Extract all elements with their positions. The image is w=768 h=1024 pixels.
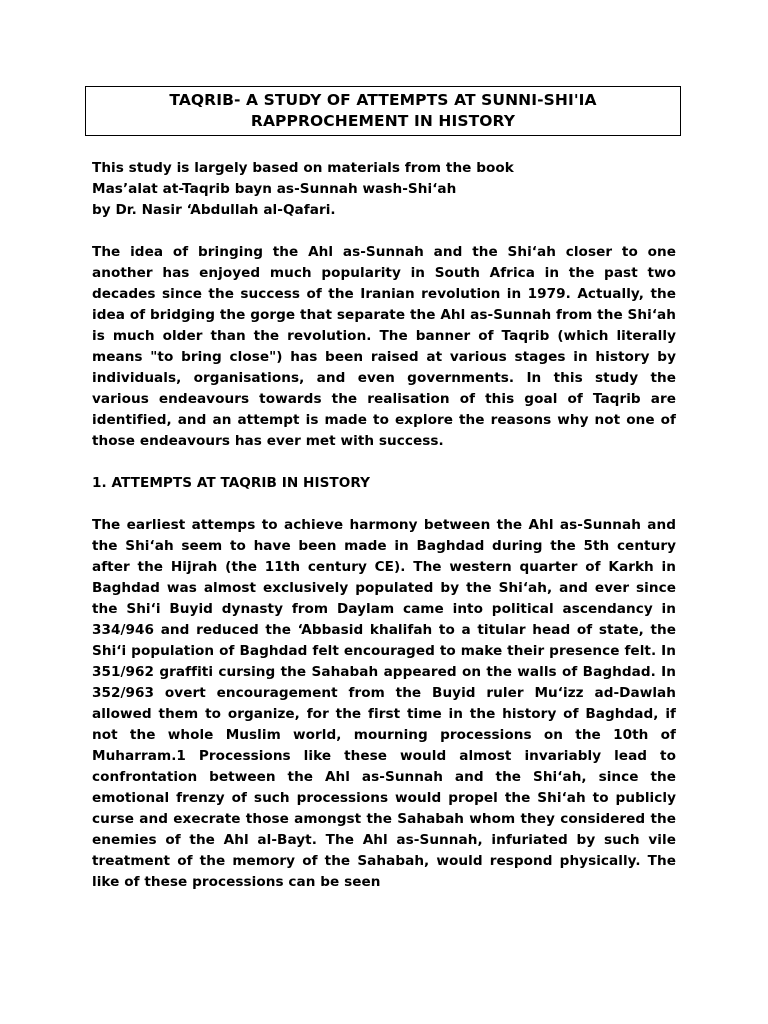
paragraph-gap — [92, 494, 676, 515]
title-line-1: TAQRIB- A STUDY OF ATTEMPTS AT SUNNI-SHI'IA — [169, 91, 597, 109]
paragraph-gap — [92, 452, 676, 473]
title-box — [85, 86, 681, 136]
intro-line-2: Mas’alat at-Taqrib bayn as-Sunnah wash-Shi‘ah — [92, 181, 457, 197]
paragraph-introduction: The idea of bringing the Ahl as-Sunnah and the Shi‘ah closer to one another has enjoyed much popularity in South Africa in the past two decades since the success of the Iranian revolution in 1979. Actually, the idea of bridging the gorge that separate the Ahl as-Sunnah from the Shi‘ah is much older than the revolution. The banner of Taqrib (which literally means "to bring close") has been raised at various stages in history by individuals, organisations, and even governments. In this study the various endeavours towards the realisation of this goal of Taqrib are identified, and an attempt is made to explore the reasons why not one of those endeavours has ever met with success. — [92, 244, 676, 449]
section-heading: 1. ATTEMPTS AT TAQRIB IN HISTORY — [92, 475, 371, 491]
intro-line-1: This study is largely based on materials from the book — [92, 160, 514, 176]
document-body — [92, 158, 676, 893]
title-line-2: RAPPROCHEMENT IN HISTORY — [250, 112, 516, 130]
paragraph-gap — [92, 221, 676, 242]
intro-line-3: by Dr. Nasir ‘Abdullah al-Qafari. — [92, 202, 336, 218]
paragraph-history: The earliest attemps to achieve harmony between the Ahl as-Sunnah and the Shi‘ah seem to have been made in Baghdad during the 5th century after the Hijrah (the 11th century CE). The western quarter of Karkh in Baghdad was almost exclusively populated by the Shi‘ah, and ever since the Shi‘i Buyid dynasty from Daylam came into political ascendancy in 334/946 and reduced the ‘Abbasid khalifah to a titular head of state, the Shi‘i population of Baghdad felt encouraged to make their presence felt. In 351/962 graffiti cursing the Sahabah appeared on the walls of Baghdad. In 352/963 overt encouragement from the Buyid ruler Mu‘izz ad-Dawlah allowed them to organize, for the first time in the history of Baghdad, if not the whole Muslim world, mourning processions on the 10th of Muharram.1 Processions like these would almost invariably lead to confrontation between the Ahl as-Sunnah and the Shi‘ah, since the emotional frenzy of such processions would propel the Shi‘ah to publicly curse and execrate those amongst the Sahabah whom they considered the enemies of the Ahl al-Bayt. The Ahl as-Sunnah, infuriated by such vile treatment of the memory of the Sahabah, would respond physically. The like of these processions can be seen — [92, 517, 676, 890]
